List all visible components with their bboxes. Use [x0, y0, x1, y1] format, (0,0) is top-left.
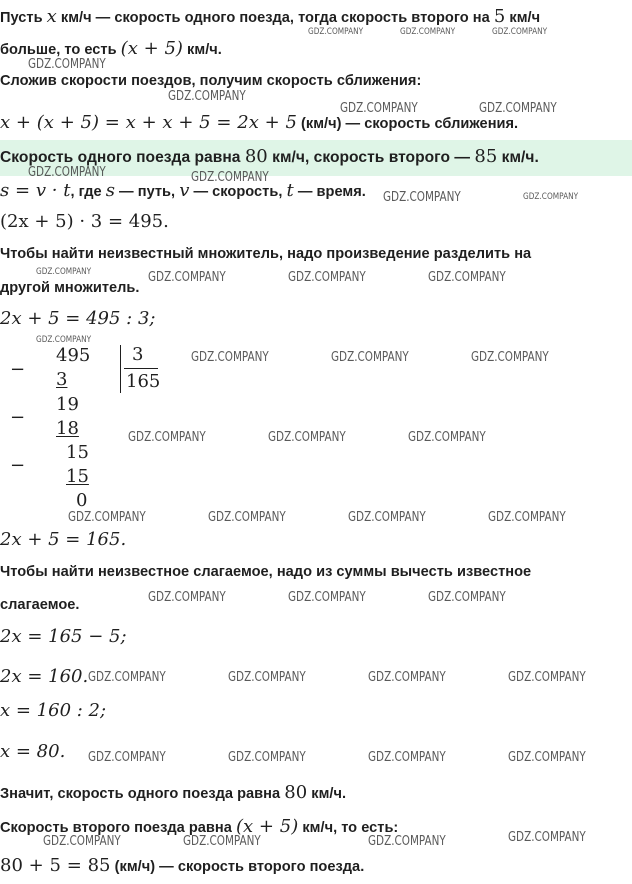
watermark: GDZ.COMPANY	[191, 170, 269, 185]
division-vertical-line	[120, 345, 121, 393]
text-fragment: другой множитель.	[0, 280, 140, 296]
math-number: 80	[284, 782, 308, 803]
watermark: GDZ.COMPANY	[208, 510, 286, 525]
math-number: 85	[474, 146, 498, 167]
equation-3	[0, 529, 126, 551]
division-remainder: 19	[56, 394, 79, 415]
text-fragment: Значит, скорость одного поезда равна	[0, 786, 285, 802]
text-fragment: км/ч, скорость второго —	[267, 149, 475, 166]
watermark-small: GDZ.COMPANY	[492, 27, 548, 37]
watermark: GDZ.COMPANY	[368, 834, 446, 849]
math-variable: v	[179, 180, 190, 201]
text-line-12	[0, 563, 531, 581]
watermark: GDZ.COMPANY	[228, 750, 306, 765]
text-line-18	[0, 784, 346, 803]
watermark: GDZ.COMPANY	[148, 270, 226, 285]
text-fragment: — время.	[293, 184, 366, 200]
text-line-20	[0, 857, 364, 876]
math-expression: x + (x + 5) = x + x + 5 = 2x + 5	[0, 112, 297, 133]
text-fragment: км/ч	[505, 10, 541, 26]
watermark: GDZ.COMPANY	[368, 750, 446, 765]
division-dividend: 495	[56, 345, 91, 366]
watermark-small: GDZ.COMPANY	[36, 267, 92, 277]
watermark: GDZ.COMPANY	[508, 670, 586, 685]
math-expression: (x + 5)	[120, 38, 183, 59]
equation-2	[0, 308, 156, 330]
text-fragment: слагаемое.	[0, 597, 80, 613]
text-fragment: км/ч — скорость одного поезда, тогда скорость второго на	[56, 10, 494, 26]
watermark: GDZ.COMPANY	[368, 670, 446, 685]
division-remainder: 0	[76, 490, 88, 511]
text-line-1	[0, 8, 540, 27]
text-line-6	[0, 182, 366, 201]
math-variable: x	[46, 6, 57, 27]
text-fragment: км/ч, то есть:	[298, 820, 399, 836]
watermark: GDZ.COMPANY	[228, 670, 306, 685]
minus-sign: −	[10, 359, 26, 380]
minus-sign: −	[10, 455, 26, 476]
math-number: 80	[244, 146, 268, 167]
watermark: GDZ.COMPANY	[383, 190, 461, 205]
watermark: GDZ.COMPANY	[331, 350, 409, 365]
watermark: GDZ.COMPANY	[128, 430, 206, 445]
minus-sign: −	[10, 407, 26, 428]
watermark: GDZ.COMPANY	[428, 270, 506, 285]
watermark: GDZ.COMPANY	[508, 750, 586, 765]
math-expression: 2x = 165 − 5;	[0, 626, 127, 647]
watermark: GDZ.COMPANY	[479, 101, 557, 116]
watermark-small: GDZ.COMPANY	[523, 192, 579, 202]
watermark: GDZ.COMPANY	[268, 430, 346, 445]
math-expression: 2x + 5 = 495 : 3;	[0, 308, 156, 329]
text-fragment: Скорость второго поезда равна	[0, 820, 236, 836]
text-fragment: Чтобы найти неизвестный множитель, надо произведение разделить на	[0, 246, 532, 262]
text-fragment: Сложив скорости поездов, получим скорость сближения:	[0, 73, 422, 89]
watermark: GDZ.COMPANY	[340, 101, 418, 116]
text-fragment: — путь,	[114, 184, 180, 200]
watermark: GDZ.COMPANY	[148, 590, 226, 605]
text-line-4	[0, 114, 518, 133]
division-remainder: 15	[66, 442, 89, 463]
math-expression: (x + 5)	[235, 816, 299, 837]
math-expression: 2x = 160.	[0, 666, 89, 687]
text-fragment: больше, то есть	[0, 42, 121, 58]
math-expression: x = 160 : 2;	[0, 700, 107, 721]
text-fragment: Чтобы найти неизвестное слагаемое, надо из суммы вычесть известное	[0, 564, 532, 580]
text-fragment: Пусть	[0, 10, 47, 26]
division-divisor: 3	[132, 344, 144, 365]
watermark: GDZ.COMPANY	[348, 510, 426, 525]
text-fragment: — скорость,	[189, 184, 287, 200]
equation-4	[0, 626, 127, 648]
text-fragment: км/ч.	[182, 42, 222, 58]
watermark: GDZ.COMPANY	[168, 89, 246, 104]
text-fragment: , где	[70, 184, 106, 200]
watermark-small: GDZ.COMPANY	[36, 335, 92, 345]
text-line-3	[0, 72, 421, 90]
math-expression: 2x + 5 = 165.	[0, 529, 127, 550]
equation-5	[0, 666, 88, 688]
text-fragment: (км/ч) — скорость сближения.	[296, 116, 519, 132]
watermark: GDZ.COMPANY	[43, 834, 121, 849]
text-fragment: Скорость одного поезда равна	[0, 149, 245, 166]
division-quotient: 165	[126, 371, 161, 392]
equation-6	[0, 700, 106, 722]
math-expression: 80 + 5 = 85	[0, 855, 111, 876]
watermark: GDZ.COMPANY	[428, 590, 506, 605]
equation-7	[0, 741, 65, 763]
watermark: GDZ.COMPANY	[68, 510, 146, 525]
text-fragment: км/ч.	[497, 149, 539, 166]
watermark: GDZ.COMPANY	[471, 350, 549, 365]
math-expression: s = v · t	[0, 180, 71, 201]
watermark: GDZ.COMPANY	[183, 834, 261, 849]
text-fragment: (км/ч) — скорость второго поезда.	[110, 859, 365, 875]
text-fragment: км/ч.	[307, 786, 347, 802]
watermark-small: GDZ.COMPANY	[308, 27, 364, 37]
division-horizontal-line	[124, 368, 158, 369]
watermark: GDZ.COMPANY	[508, 830, 586, 845]
watermark: GDZ.COMPANY	[88, 670, 166, 685]
watermark: GDZ.COMPANY	[288, 590, 366, 605]
watermark: GDZ.COMPANY	[488, 510, 566, 525]
math-variable: t	[286, 180, 294, 201]
text-line-9	[0, 279, 139, 297]
math-variable: s	[105, 180, 115, 201]
text-line-8	[0, 245, 531, 263]
watermark: GDZ.COMPANY	[28, 165, 106, 180]
division-subtrahend: 3	[56, 369, 68, 390]
division-subtrahend: 15	[66, 466, 89, 487]
watermark: GDZ.COMPANY	[88, 750, 166, 765]
watermark: GDZ.COMPANY	[191, 350, 269, 365]
math-expression: x = 80.	[0, 741, 66, 762]
watermark: GDZ.COMPANY	[408, 430, 486, 445]
watermark-small: GDZ.COMPANY	[400, 27, 456, 37]
text-line-13	[0, 596, 80, 614]
math-expression: (2x + 5) · 3 = 495.	[0, 211, 169, 232]
watermark: GDZ.COMPANY	[28, 57, 106, 72]
equation-1	[0, 211, 169, 233]
division-subtrahend: 18	[56, 418, 79, 439]
watermark: GDZ.COMPANY	[288, 270, 366, 285]
math-number: 5	[493, 6, 506, 27]
